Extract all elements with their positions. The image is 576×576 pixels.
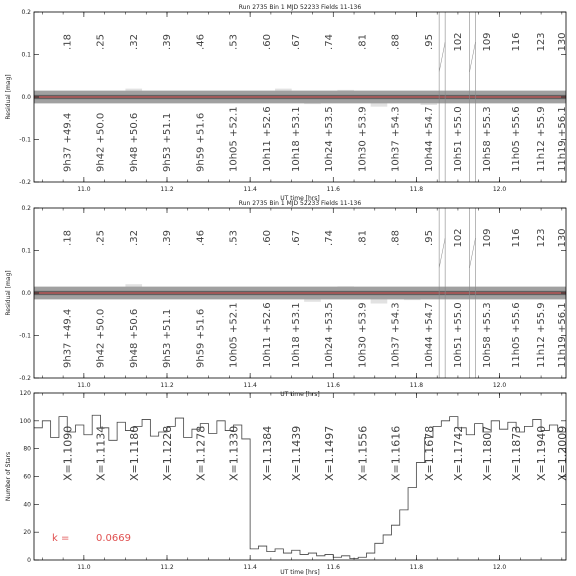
x-tick-label: 11.6 xyxy=(326,186,340,193)
field-label: .67 xyxy=(290,34,302,50)
x-tick-label: 11.0 xyxy=(77,186,91,193)
field-label: 102 xyxy=(452,32,464,52)
field-label: 130 xyxy=(556,228,568,248)
x-tick-label: 11.4 xyxy=(243,382,257,389)
time-labels xyxy=(62,302,568,368)
airmass-label: X=1.1940 xyxy=(535,425,549,481)
y-tick-label: -0.1 xyxy=(19,332,31,340)
time-label: 11h12 +55.9 xyxy=(536,106,548,172)
time-label: 11h12 +55.9 xyxy=(536,302,548,368)
airmass-labels xyxy=(61,426,569,481)
y-tick-label: 0 xyxy=(27,557,31,564)
x-tick-label: 11.2 xyxy=(160,564,174,571)
x-tick-label: 11.4 xyxy=(243,186,257,193)
field-label: .46 xyxy=(195,230,207,246)
extinction-k-value: 0.0669 xyxy=(96,533,131,544)
x-axis-label: UT time [hrs] xyxy=(280,195,320,202)
y-tick-label: 0.2 xyxy=(21,205,31,212)
field-label: .53 xyxy=(228,34,240,50)
airmass-label: X=1.1742 xyxy=(451,425,465,481)
x-tick-label: 11.2 xyxy=(160,186,174,193)
field-label: .53 xyxy=(228,230,240,246)
airmass-label: X=1.1278 xyxy=(194,425,208,481)
stripe-hatch xyxy=(439,42,445,72)
field-label: .88 xyxy=(390,230,402,246)
time-label: 9h48 +50.6 xyxy=(128,308,140,368)
y-tick-label: -0.1 xyxy=(19,136,31,144)
airmass-label: X=1.1873 xyxy=(510,425,524,481)
airmass-label: X=1.1090 xyxy=(61,425,75,481)
time-label: 11h05 +55.6 xyxy=(511,302,523,368)
field-label: .18 xyxy=(62,34,74,50)
airmass-label: X=1.1556 xyxy=(356,425,370,481)
panel-title: Run 2735 Bin 1 MJD 52233 Fields 11-136 xyxy=(238,4,362,11)
airmass-label: X=1.1439 xyxy=(289,425,303,481)
residual-panel-top xyxy=(5,4,568,202)
field-label: 109 xyxy=(482,228,494,248)
time-label: 10h44 +54.7 xyxy=(423,302,435,368)
y-axis-label: Residual [mag] xyxy=(5,74,12,120)
time-label: 10h24 +53.5 xyxy=(324,106,336,172)
time-labels xyxy=(62,106,568,172)
time-label: 10h11 +52.6 xyxy=(261,106,273,172)
time-label: 10h24 +53.5 xyxy=(324,302,336,368)
y-tick-label: -0.2 xyxy=(19,179,31,186)
field-label: .60 xyxy=(261,34,273,50)
time-label: 10h58 +55.3 xyxy=(482,106,494,172)
residual-band xyxy=(34,91,566,104)
y-tick-label: -0.2 xyxy=(19,375,31,382)
field-label: .32 xyxy=(128,34,140,50)
field-label: 109 xyxy=(482,32,494,52)
x-tick-label: 12.0 xyxy=(492,186,507,193)
time-label: 10h18 +53.1 xyxy=(290,302,302,368)
time-label: 10h05 +52.1 xyxy=(228,106,240,172)
field-labels xyxy=(62,228,568,247)
time-label: 10h30 +53.9 xyxy=(357,106,369,172)
panel-title: Run 2735 Bin 1 MJD 52233 Fields 11-136 xyxy=(238,200,362,207)
y-axis-label: Residual [mag] xyxy=(5,270,12,316)
field-label: 116 xyxy=(511,32,523,52)
time-label: 9h37 +49.4 xyxy=(62,112,74,172)
field-label: 123 xyxy=(536,228,548,248)
extinction-k-label: k = xyxy=(52,533,70,544)
time-label: 10h05 +52.1 xyxy=(228,302,240,368)
star-count-panel xyxy=(5,390,569,576)
field-label: .88 xyxy=(390,34,402,50)
x-axis-label: UT time [hrs] xyxy=(280,391,320,398)
field-label: .74 xyxy=(324,34,336,50)
time-label: 10h44 +54.7 xyxy=(423,106,435,172)
stripe-hatch xyxy=(439,238,445,268)
field-label: .39 xyxy=(162,230,173,246)
stripe-hatch xyxy=(469,238,475,268)
x-tick-label: 11.6 xyxy=(326,382,340,389)
residual-band xyxy=(34,287,566,300)
time-label: 9h53 +51.1 xyxy=(162,112,173,172)
field-label: 116 xyxy=(511,228,523,248)
x-tick-label: 11.4 xyxy=(243,564,257,571)
field-labels xyxy=(62,32,568,51)
field-label: .81 xyxy=(357,34,369,50)
field-label: .60 xyxy=(261,230,273,246)
y-tick-label: 60 xyxy=(23,473,31,481)
time-label: 9h42 +50.0 xyxy=(95,308,107,368)
field-label: 123 xyxy=(536,32,548,52)
time-label: 11h19 +56.1 xyxy=(556,106,568,172)
time-label: 9h37 +49.4 xyxy=(62,308,74,368)
field-label: .25 xyxy=(95,230,107,246)
airmass-label: X=1.1678 xyxy=(422,425,436,481)
time-label: 9h53 +51.1 xyxy=(162,308,173,368)
y-tick-label: 40 xyxy=(23,501,31,509)
x-tick-label: 11.8 xyxy=(409,382,424,389)
time-label: 10h30 +53.9 xyxy=(357,302,369,368)
airmass-label: X=1.1228 xyxy=(161,425,174,481)
time-label: 10h51 +55.0 xyxy=(452,106,464,172)
time-label: 10h11 +52.6 xyxy=(261,302,273,368)
residual-panel-middle xyxy=(5,200,568,398)
field-label: .74 xyxy=(324,230,336,246)
x-tick-label: 11.8 xyxy=(409,186,424,193)
y-tick-label: 100 xyxy=(19,417,31,425)
x-tick-label: 11.6 xyxy=(326,564,340,571)
field-label: .95 xyxy=(423,230,435,246)
time-label: 10h51 +55.0 xyxy=(452,302,464,368)
time-label: 11h05 +55.6 xyxy=(511,106,523,172)
field-label: .46 xyxy=(195,34,207,50)
x-tick-label: 11.8 xyxy=(409,564,424,571)
stripe-hatch xyxy=(469,42,475,72)
field-label: .95 xyxy=(423,34,435,50)
y-axis-label: Number of Stars xyxy=(5,451,12,502)
y-tick-label: 0.1 xyxy=(21,51,31,59)
y-tick-label: 0.2 xyxy=(21,9,31,16)
field-label: .67 xyxy=(290,230,302,246)
airmass-label: X=1.1497 xyxy=(323,425,337,481)
time-label: 10h37 +54.3 xyxy=(390,302,402,368)
field-label: 130 xyxy=(556,32,568,52)
y-tick-label: 80 xyxy=(23,445,31,453)
field-label: .18 xyxy=(62,230,74,246)
airmass-label: X=1.1134 xyxy=(94,425,108,481)
time-label: 9h59 +51.6 xyxy=(195,308,207,368)
field-label: .81 xyxy=(357,230,369,246)
airmass-label: X=1.1807 xyxy=(481,425,495,481)
time-label: 9h48 +50.6 xyxy=(128,112,140,172)
time-label: 9h59 +51.6 xyxy=(195,112,207,172)
time-label: 10h37 +54.3 xyxy=(390,106,402,172)
x-tick-label: 11.2 xyxy=(160,382,174,389)
x-tick-label: 12.0 xyxy=(492,564,507,571)
y-tick-label: 0.0 xyxy=(21,290,31,297)
field-label: 102 xyxy=(452,228,464,248)
y-tick-label: 0.0 xyxy=(21,94,31,101)
time-label: 9h42 +50.0 xyxy=(95,112,107,172)
time-label: 10h58 +55.3 xyxy=(482,302,494,368)
field-label: .39 xyxy=(162,34,173,50)
airmass-label: X=1.1180 xyxy=(127,425,141,481)
x-tick-label: 11.0 xyxy=(77,564,91,571)
x-axis-label: UT time [hrs] xyxy=(280,569,320,576)
time-label: 11h19 +56.1 xyxy=(556,302,568,368)
airmass-label: X=1.2009 xyxy=(555,425,569,481)
y-tick-label: 120 xyxy=(19,390,31,397)
field-label: .25 xyxy=(95,34,107,50)
field-label: .32 xyxy=(128,230,140,246)
time-label: 10h18 +53.1 xyxy=(290,106,302,172)
airmass-label: X=1.1616 xyxy=(389,425,403,481)
y-tick-label: 0.1 xyxy=(21,247,31,255)
x-tick-label: 12.0 xyxy=(492,382,507,389)
airmass-label: X=1.1384 xyxy=(260,425,274,481)
x-tick-label: 11.0 xyxy=(77,382,91,389)
y-tick-label: 20 xyxy=(23,529,31,537)
airmass-label: X=1.1330 xyxy=(227,425,241,481)
